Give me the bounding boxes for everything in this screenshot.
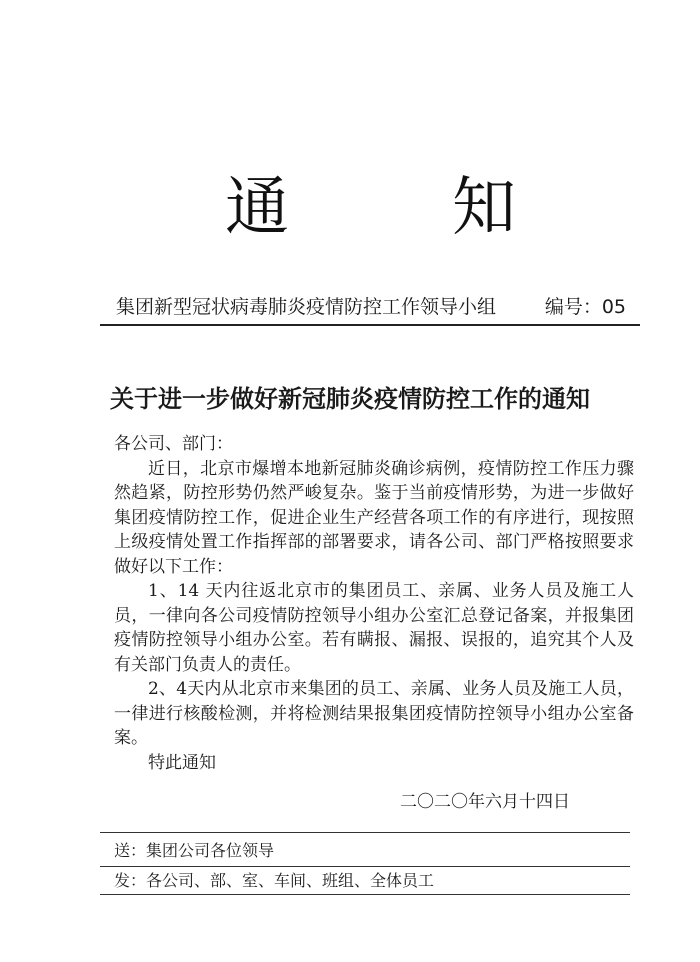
closing-phrase: 特此通知 <box>148 752 216 773</box>
addressee: 各公司、部门： <box>114 434 233 454</box>
issuing-organization: 集团新型冠状病毒肺炎疫情防控工作领导小组 <box>116 296 497 318</box>
body-paragraph-intro: 近日，北京市爆增本地新冠肺炎确诊病例，疫情防控工作压力骤然趋紧，防控形势仍然严峻复杂。鉴于当前疫情形势，为进一步做好集团疫情防控工作，促进企业生产经营各项工作的有序进行，现按照上级疫情处置工作指挥部的部署要求，请各公司、部门严格按照要求做好以下工作： <box>114 458 634 577</box>
issue-date: 二〇二〇年六月十四日 <box>400 792 570 812</box>
send-to-line: 送：集团公司各位领导 <box>114 841 275 860</box>
distribution-divider-bottom <box>100 894 630 895</box>
body-paragraph-item-2: 2、4天内从北京市来集团的员工、亲属、业务人员及施工人员，一律进行核酸检测，并将检测结果报集团疫情防控领导小组办公室备案。 <box>114 679 634 748</box>
notice-body <box>114 432 634 775</box>
body-paragraph-item-1: 1、14 天内往返北京市的集团员工、亲属、业务人员及施工人员，一律向各公司疫情防控领导小组办公室汇总登记备案，并报集团疫情防控领导小组办公室。若有瞒报、漏报、误报的，追究其个人及有关部门负责人的责任。 <box>114 581 634 675</box>
header-divider <box>100 324 640 326</box>
distribute-to-line: 发：各公司、部、室、车间、班组、全体员工 <box>114 871 435 890</box>
notice-title: 关于进一步做好新冠肺炎疫情防控工作的通知 <box>110 384 590 413</box>
title-char-tong: 通 <box>225 171 289 245</box>
document-serial-number: 编号：05 <box>544 296 626 318</box>
distribution-divider-middle <box>100 866 630 867</box>
title-char-zhi: 知 <box>452 171 516 245</box>
document-type-title <box>0 168 700 248</box>
document-header <box>100 290 640 324</box>
distribution-divider-top <box>100 832 630 833</box>
